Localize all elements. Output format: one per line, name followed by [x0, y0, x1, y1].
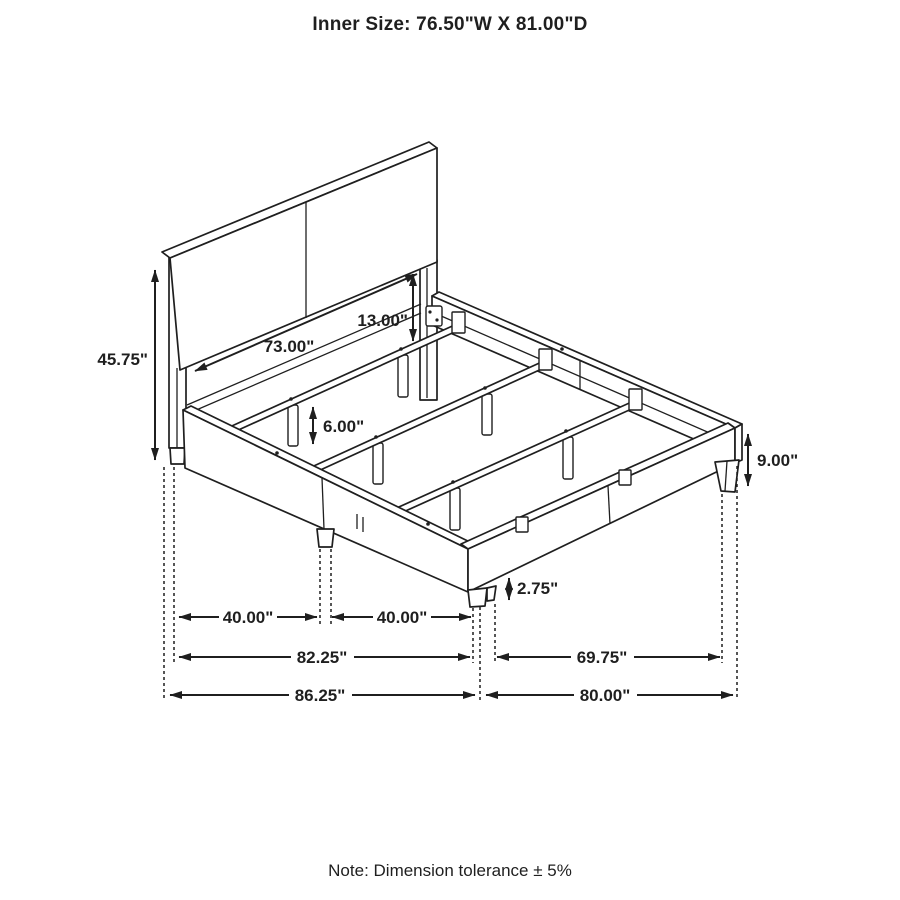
dim-label-rail-height: 9.00": [757, 451, 799, 470]
inner-size-title: Inner Size: 76.50"W X 81.00"D: [312, 14, 588, 35]
headboard-right-post: [420, 260, 437, 400]
rail-bracket: [516, 517, 528, 532]
center-rail-foot: [317, 529, 334, 547]
foot-rail: [461, 423, 742, 592]
tolerance-note: Note: Dimension tolerance ± 5%: [328, 861, 572, 880]
dim-label-length-inner: 82.25": [296, 648, 348, 667]
front-corner-leg: [468, 588, 487, 607]
slat-bracket: [452, 312, 465, 333]
slat-leg: [288, 405, 298, 446]
slat-leg: [398, 355, 408, 397]
dim-label-panel-to-slat: 13.00": [357, 311, 408, 330]
dim-label-span-right: 40.00": [376, 608, 428, 627]
dim-label-headboard-width: 73.00": [263, 337, 315, 356]
slat-leg: [450, 488, 460, 530]
slat-leg: [373, 443, 383, 484]
dim-label-width-outer: 80.00": [579, 686, 631, 705]
slat-bracket: [539, 349, 552, 370]
foot-rail-end-cap: [735, 424, 742, 463]
dim-label-slat-leg: 6.00": [323, 417, 365, 436]
front-corner-leg-back: [487, 586, 496, 601]
dim-label-headboard-height: 45.75": [97, 350, 148, 369]
slat-leg: [482, 394, 492, 435]
rail-bracket: [426, 306, 442, 326]
side-rail-right: [432, 292, 742, 457]
rail-bracket: [619, 470, 631, 485]
dim-label-length-outer: 86.25": [294, 686, 346, 705]
dim-label-width-inner: 69.75": [576, 648, 628, 667]
slat-bracket: [629, 389, 642, 410]
headboard-left-post-foot: [170, 448, 185, 464]
dim-label-span-left: 40.00": [222, 608, 274, 627]
dim-label-foot-leg: 2.75": [517, 579, 559, 598]
slat-leg: [563, 437, 573, 479]
